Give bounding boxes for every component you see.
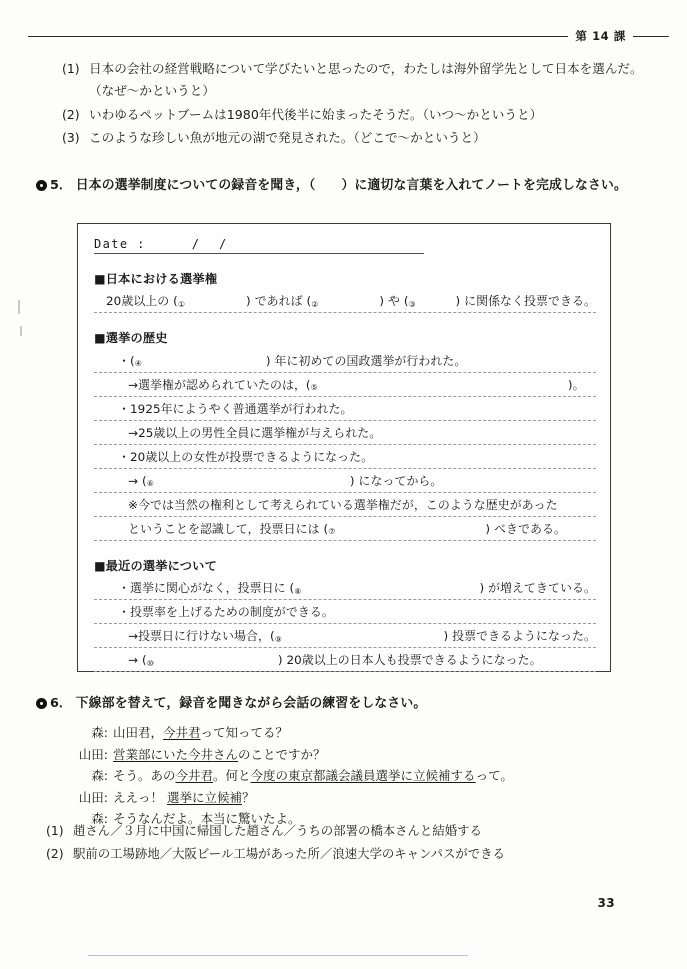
- exercise-6-heading: [36, 694, 651, 715]
- note-sections: [94, 270, 596, 672]
- underlined-phrase: 選挙に立候補: [166, 789, 242, 805]
- dialogue-text: [113, 744, 657, 766]
- text-run: 20歳以上の (: [106, 294, 178, 309]
- sentence-item: [62, 127, 657, 149]
- dialogue-line: [62, 722, 657, 744]
- text-run: → (: [128, 473, 147, 488]
- text-run: ・投票率を上げるための制度ができる。: [118, 604, 334, 619]
- sentence-list: [62, 58, 657, 151]
- note-ruled-line: [94, 289, 596, 313]
- text-run: 。何と: [213, 768, 251, 783]
- text-run: そう。あの: [113, 768, 176, 783]
- dialogue-text: [113, 765, 657, 787]
- note-section-title: ■最近の選挙について: [94, 558, 217, 573]
- note-ruled-line: [94, 517, 596, 541]
- note-ruled-line: [94, 421, 596, 445]
- exercise-6-number: 6．: [50, 696, 72, 711]
- underlined-phrase: 今井君: [175, 768, 214, 783]
- substitution-item: [46, 843, 657, 866]
- text-run: ) に関係なく投票できる。: [455, 294, 596, 309]
- dialogue-speaker: 森:: [91, 725, 108, 740]
- text-run: ) が増えてきている。: [479, 580, 596, 595]
- blank-number-marker: ⑨: [274, 634, 282, 644]
- blank-number-marker: ①: [177, 299, 186, 309]
- note-ruled-line: [94, 624, 596, 648]
- text-run: ) 20歳以上の日本人も投票できるようになった。: [277, 652, 542, 667]
- note-section-title: ■日本における選挙権: [94, 272, 218, 286]
- text-run: ) 年に初めての国政選挙が行われた。: [265, 353, 467, 368]
- cd-audio-icon: [36, 180, 47, 191]
- scan-fleck: [20, 326, 22, 336]
- text-run: → (: [128, 652, 147, 667]
- header-rule-right: [633, 36, 669, 37]
- note-section: [94, 557, 596, 672]
- running-head: [28, 26, 669, 46]
- note-ruled-line: [94, 600, 596, 624]
- exercise-5-instruction: 日本の選挙制度についての録音を聞き，（ ）に適切な言葉を入れてノートを完成しなさい。: [75, 178, 628, 193]
- dialogue-block: [62, 722, 657, 830]
- exercise-5-number: 5．: [50, 178, 72, 193]
- cd-audio-icon: [36, 698, 47, 709]
- blank-number-marker: ③: [408, 299, 416, 309]
- note-section: [94, 270, 596, 313]
- text-run: )。: [567, 377, 585, 392]
- note-ruled-line: [94, 349, 596, 373]
- exercise-6-instruction: 下線部を替えて，録音を聞きながら会話の練習をしなさい。: [75, 696, 427, 711]
- dialogue-line: [62, 787, 657, 809]
- dialogue-speaker: 森:: [91, 811, 108, 826]
- dialogue-text: [113, 787, 657, 809]
- sentence-number: (3): [62, 130, 80, 146]
- text-run: 山田君，: [113, 725, 164, 740]
- blank-number-marker: ⑤: [310, 383, 318, 393]
- substitution-number: (2): [46, 845, 64, 861]
- text-run: って知ってる？: [200, 725, 289, 740]
- note-date-slash-2: /: [218, 237, 227, 251]
- text-run: ・1925年にようやく普通選挙が行われた。: [118, 401, 353, 416]
- text-run: そうなんだよ。本当に驚いたよ。: [113, 811, 301, 826]
- note-worksheet-box: [77, 223, 611, 672]
- underlined-phrase: 営業部にいた今井さん: [113, 746, 239, 762]
- sentence-number: (2): [62, 106, 80, 122]
- text-run: ) べきである。: [485, 521, 566, 536]
- dialogue-speaker: 山田:: [78, 789, 108, 805]
- blank-number-marker: ⑩: [146, 658, 154, 668]
- sentence-item: [62, 104, 657, 126]
- underlined-phrase: 今度の東京都議会議員選挙に立候補する: [250, 768, 476, 783]
- dialogue-line: [62, 765, 657, 787]
- note-date-row: [94, 237, 424, 254]
- blank-number-marker: ②: [311, 299, 319, 309]
- text-run: ええっ！: [113, 789, 167, 805]
- note-ruled-line: [94, 397, 596, 421]
- blank-number-marker: ⑦: [328, 527, 336, 537]
- sentence-text: いわゆるペットブームは1980年代後半に始まったそうだ。（いつ〜かというと）: [89, 106, 543, 122]
- scan-fleck: [18, 300, 20, 314]
- text-run: ・(: [118, 353, 135, 368]
- text-run: →投票日に行けない場合，(: [128, 628, 275, 643]
- substitution-text: 趙さん／３月に中国に帰国した趙さん／うちの部署の橋本さんと結婚する: [73, 823, 482, 838]
- sentence-text: 日本の会社の経営戦略について学びたいと思ったので，わたしは海外留学先として日本を選んだ。（なぜ〜かというと）: [89, 61, 643, 99]
- dialogue-line: [62, 744, 657, 766]
- note-ruled-line: [94, 373, 596, 397]
- note-ruled-line: [94, 493, 596, 517]
- sentence-number: (1): [62, 61, 80, 76]
- note-date-label: Date :: [94, 237, 146, 251]
- note-section-title: ■選挙の歴史: [94, 331, 168, 346]
- text-run: ・選挙に関心がなく，投票日に (: [118, 580, 295, 595]
- page-number: 33: [597, 896, 615, 910]
- lesson-label: 第 14 課: [575, 29, 626, 43]
- text-run: ※今では当然の権利として考えられている選挙権だが，このような歴史があった: [128, 497, 558, 512]
- text-run: ということを認識して，投票日には (: [128, 521, 329, 536]
- text-run: ) であれば (: [246, 294, 312, 309]
- note-ruled-line: [94, 445, 596, 469]
- note-date-slash-1: /: [191, 237, 199, 251]
- substitution-text: 駅前の工場跡地／大阪ビール工場があった所／浪速大学のキャンパスができる: [73, 845, 505, 861]
- blank-number-marker: ④: [134, 359, 142, 369]
- text-run: →選挙権が認められていたのは，(: [128, 377, 311, 392]
- text-run: って。: [475, 768, 513, 783]
- substitution-number: (1): [46, 823, 64, 838]
- note-ruled-line: [94, 648, 596, 672]
- note-ruled-line: [94, 576, 596, 600]
- text-run: ) 投票できるようになった。: [443, 628, 596, 643]
- substitution-list: [46, 820, 657, 865]
- dialogue-text: [113, 722, 657, 744]
- exercise-5-heading: [36, 176, 651, 197]
- sentence-text: このような珍しい魚が地元の湖で発見された。（どこで〜かというと）: [89, 130, 486, 146]
- dialogue-speaker: 山田:: [78, 746, 108, 762]
- scan-artifact-line: [88, 955, 468, 956]
- text-run: ) や (: [379, 294, 409, 309]
- text-run: ) になってから。: [349, 473, 443, 488]
- sentence-item: [62, 58, 657, 103]
- dialogue-speaker: 森:: [91, 768, 108, 783]
- text-run: ？: [242, 789, 255, 805]
- text-run: →25歳以上の男性全員に選挙権が与えられた。: [128, 425, 382, 440]
- text-run: のことですか？: [238, 746, 326, 762]
- substitution-item: [46, 820, 657, 843]
- note-ruled-line: [94, 469, 596, 493]
- blank-number-marker: ⑥: [146, 479, 154, 489]
- text-run: ・20歳以上の女性が投票できるようになった。: [118, 449, 374, 464]
- blank-number-marker: ⑧: [294, 586, 302, 596]
- header-rule-left: [28, 36, 568, 37]
- note-section: [94, 329, 596, 540]
- underlined-phrase: 今井君: [163, 725, 201, 740]
